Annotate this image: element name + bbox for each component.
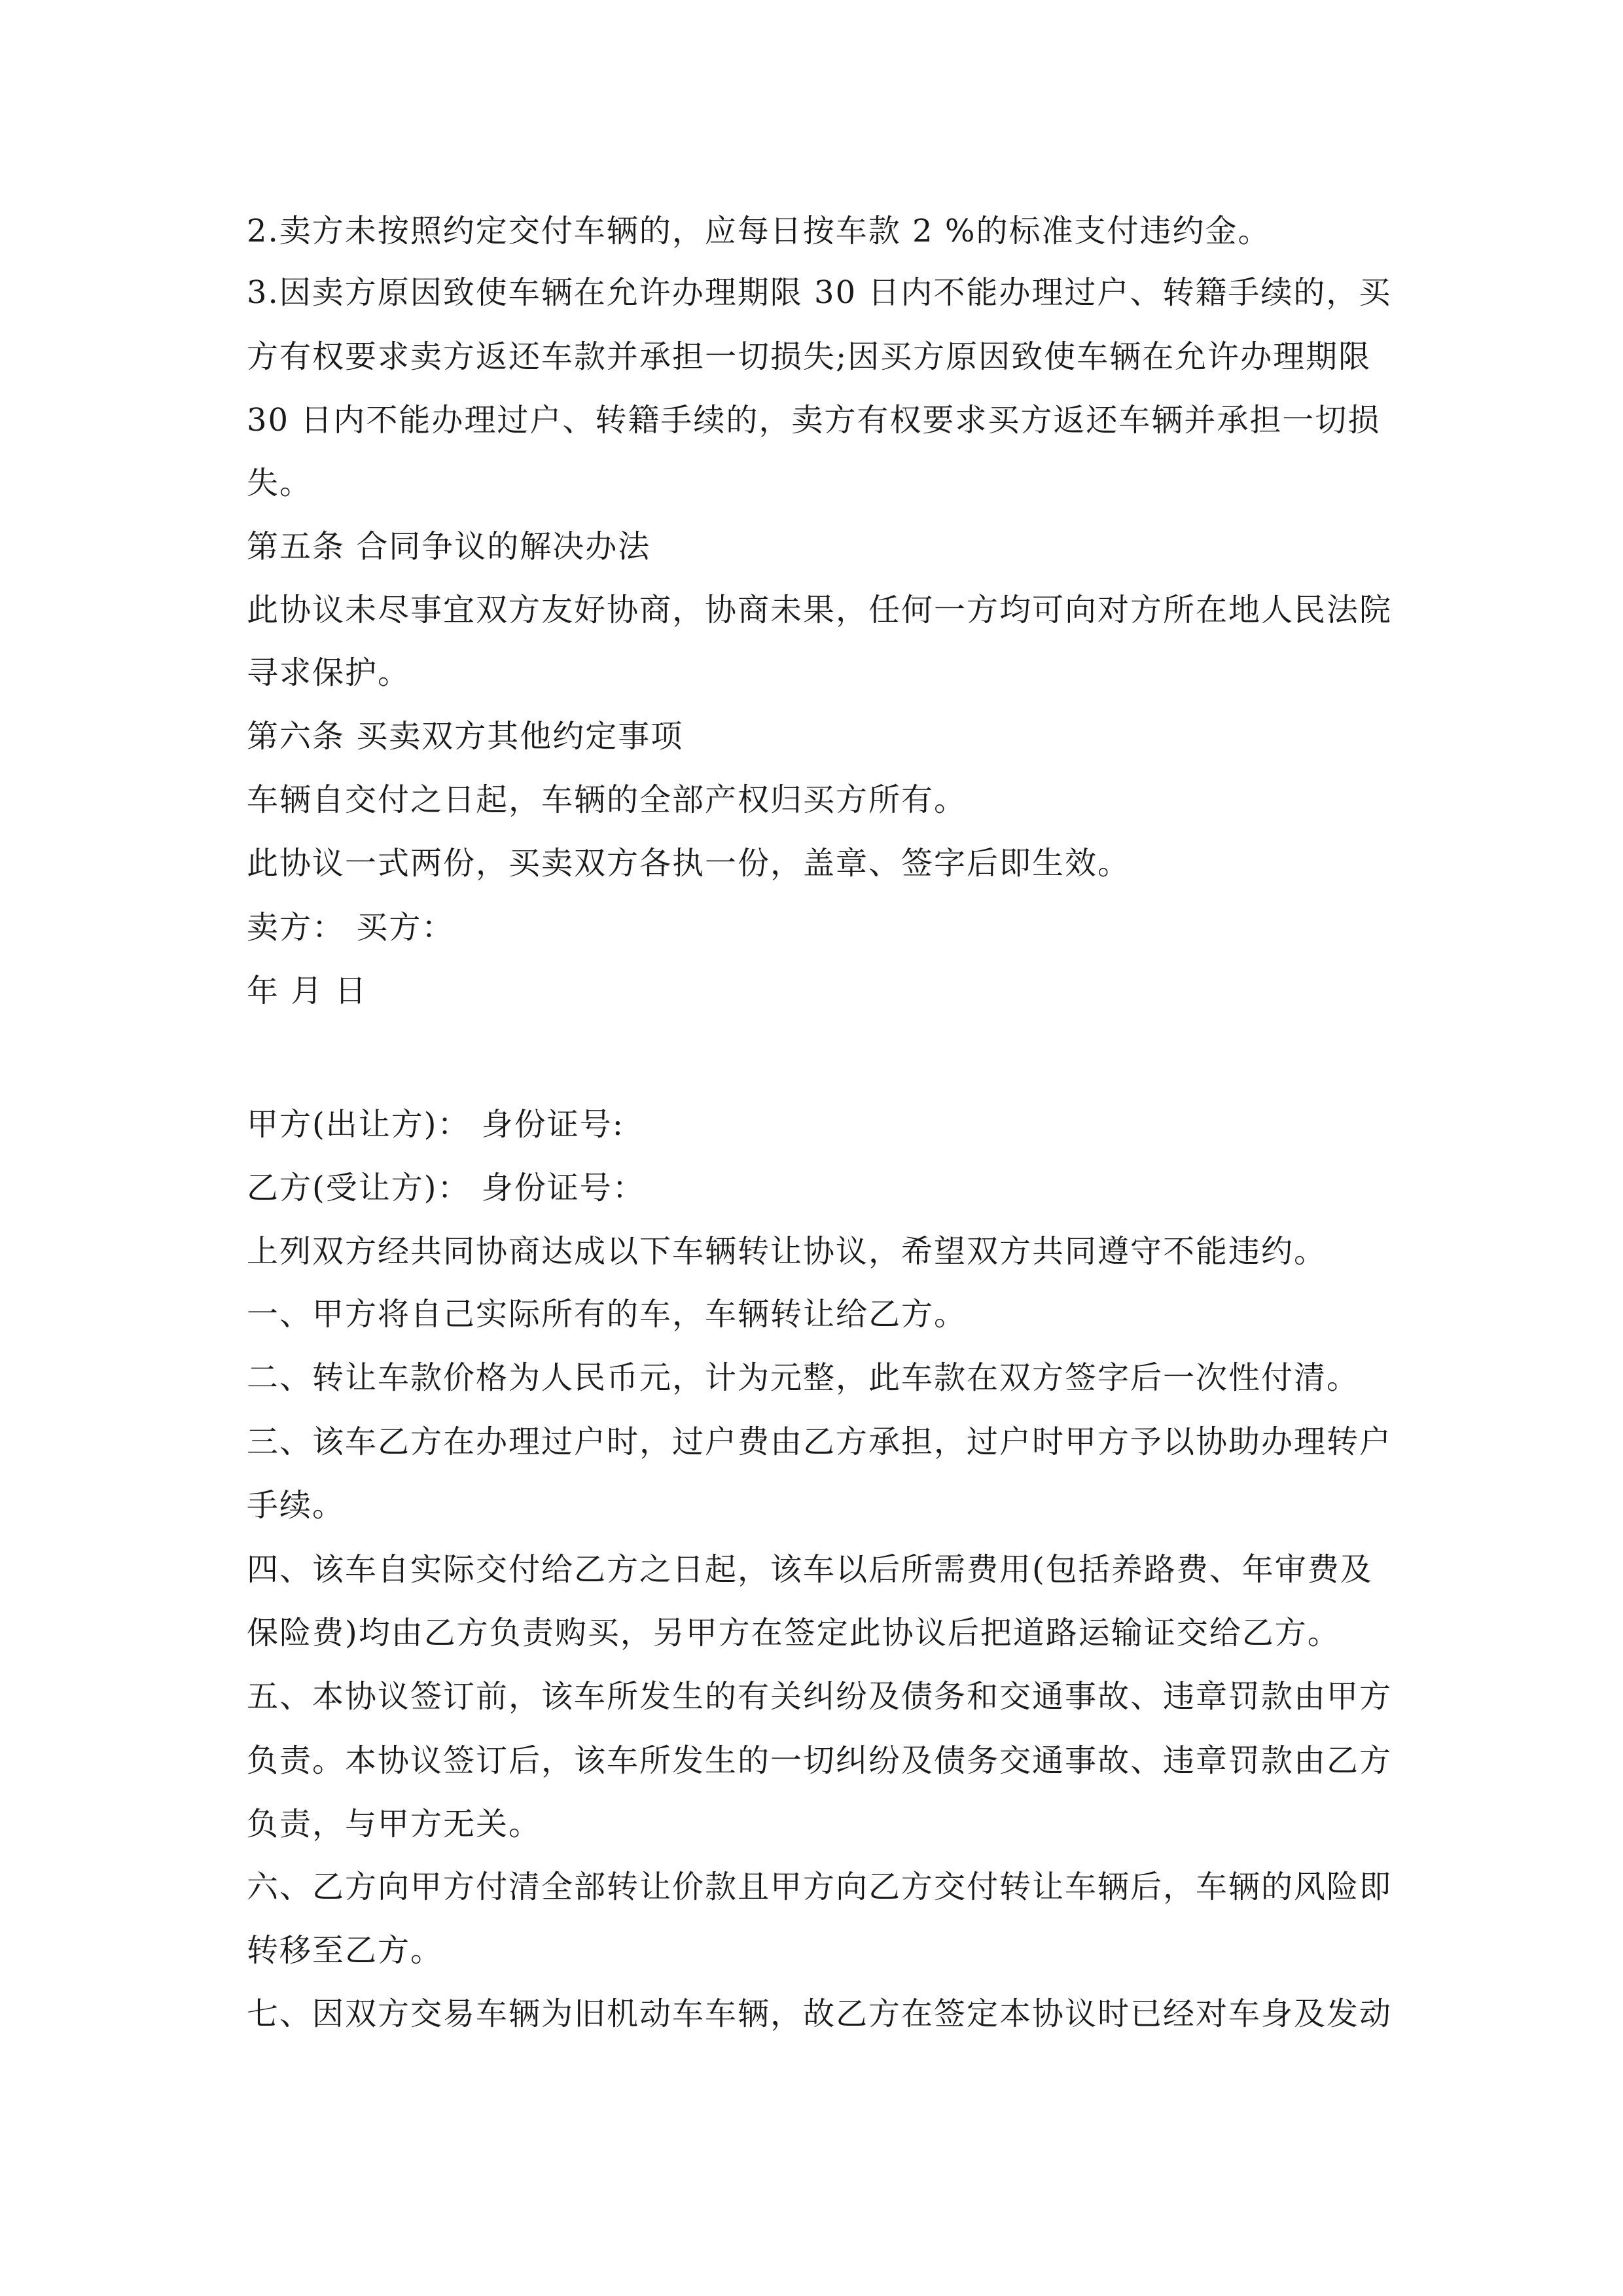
text-line: 负责，与甲方无关。 [247,1806,542,1842]
text-line: 30 日内不能办理过户、转籍手续的，卖方有权要求买方返还车辆并承担一切损 [247,402,1381,439]
text-line: 车辆自交付之日起，车辆的全部产权归买方所有。 [247,781,967,818]
section-heading: 第六条 买卖双方其他约定事项 [247,718,684,755]
text-line: 此协议未尽事宜双方友好协商，协商未果，任何一方均可向对方所在地人民法院 [247,592,1393,628]
section-heading: 第五条 合同争议的解决办法 [247,528,651,565]
text-line: 上列双方经共同协商达成以下车辆转让协议，希望双方共同遵守不能违约。 [247,1233,1327,1270]
clause-6: 六、乙方向甲方付清全部转让价款且甲方向乙方交付转让车辆后，车辆的风险即 [247,1869,1393,1905]
text-line: 转移至乙方。 [247,1932,444,1969]
clause-7: 七、因双方交易车辆为旧机动车车辆，故乙方在签定本协议时已经对车身及发动 [247,1996,1393,2032]
signature-line: 卖方： 买方： [247,909,455,946]
text-line: 2.卖方未按照约定交付车辆的，应每日按车款 2 %的标准支付违约金。 [247,213,1271,249]
text-line: 寻求保护。 [247,655,411,691]
party-b-line: 乙方(受让方)： 身份证号： [247,1170,645,1206]
date-line: 年 月 日 [247,973,368,1009]
clause-5: 五、本协议签订前，该车所发生的有关纠纷及债务和交通事故、违章罚款由甲方 [247,1678,1393,1715]
clause-1: 一、甲方将自己实际所有的车，车辆转让给乙方。 [247,1296,967,1333]
clause-2: 二、转让车款价格为人民币元，计为元整，此车款在双方签字后一次性付清。 [247,1359,1360,1396]
text-line: 方有权要求卖方返还车款并承担一切损失;因买方原因致使车辆在允许办理期限 [247,338,1372,375]
text-line: 此协议一式两份，买卖双方各执一份，盖章、签字后即生效。 [247,845,1131,882]
text-line: 负责。本协议签订后，该车所发生的一切纠纷及债务交通事故、违章罚款由乙方 [247,1742,1393,1779]
text-line: 3.因卖方原因致使车辆在允许办理期限 30 日内不能办理过户、转籍手续的，买 [247,274,1392,311]
party-a-line: 甲方(出让方)： 身份证号: [247,1106,624,1143]
clause-4: 四、该车自实际交付给乙方之日起，该车以后所需费用(包括养路费、年审费及 [247,1551,1373,1588]
text-line: 手续。 [247,1487,346,1524]
text-line: 保险费)均由乙方负责购买，另甲方在签定此协议后把道路运输证交给乙方。 [247,1615,1340,1651]
clause-3: 三、该车乙方在办理过户时，过户费由乙方承担，过户时甲方予以协助办理转户 [247,1424,1393,1460]
text-line: 失。 [247,465,313,501]
